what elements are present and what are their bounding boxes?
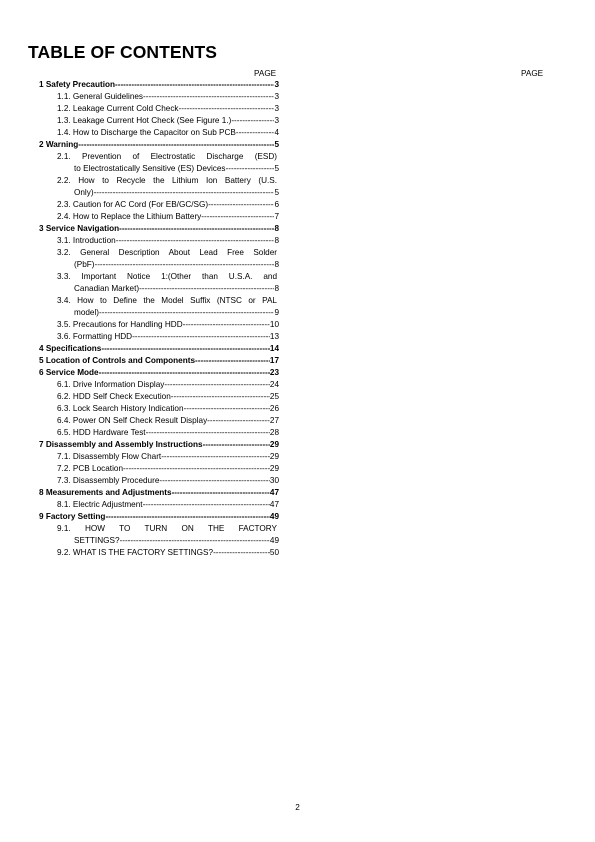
- toc-page-number: 5: [274, 164, 279, 173]
- toc-subsection-entry[interactable]: [39, 175, 279, 187]
- toc-entry-title: 6.3. Lock Search History Indication: [57, 404, 184, 413]
- toc-page-number: 5: [274, 140, 279, 149]
- toc-page-number: 28: [269, 428, 279, 437]
- toc-section-entry[interactable]: [39, 223, 279, 235]
- toc-dot-leader: [184, 403, 270, 415]
- toc-dot-leader: [195, 355, 270, 367]
- page-column-header: PAGE: [254, 69, 277, 78]
- toc-entry-continuation[interactable]: [39, 259, 279, 271]
- toc-page-number: 3: [274, 116, 279, 125]
- toc-entry-title: SETTINGS?: [74, 536, 120, 545]
- toc-subsection-entry[interactable]: [39, 331, 279, 343]
- toc-dot-leader: [94, 259, 274, 271]
- toc-subsection-entry[interactable]: [39, 199, 279, 211]
- toc-entry-continuation[interactable]: [39, 307, 279, 319]
- toc-section-entry[interactable]: [39, 511, 279, 523]
- toc-dot-leader: [231, 115, 274, 127]
- toc-entry-title: 1.3. Leakage Current Hot Check (See Figure 1.): [57, 116, 232, 125]
- page-number: 2: [295, 803, 300, 812]
- toc-dot-leader: [201, 211, 274, 223]
- toc-entry-title: 1 Safety Precaution: [39, 80, 115, 89]
- toc-entry-title: 8.1. Electric Adjustment: [57, 500, 143, 509]
- toc-dot-leader: [164, 379, 270, 391]
- toc-dot-leader: [183, 319, 270, 331]
- toc-section-entry[interactable]: [39, 355, 279, 367]
- toc-section-entry[interactable]: [39, 367, 279, 379]
- toc-entry-title: 3.3. Important Notice 1:(Other than U.S.A. and: [57, 272, 277, 281]
- toc-entry-title: to Electrostatically Sensitive (ES) Devices: [74, 164, 226, 173]
- toc-subsection-entry[interactable]: [39, 415, 279, 427]
- toc-page-number: 29: [269, 464, 279, 473]
- toc-page-number: 8: [274, 224, 279, 233]
- toc-subsection-entry[interactable]: [39, 91, 279, 103]
- page-column-header-right: PAGE: [521, 69, 544, 78]
- toc-entry-title: 9 Factory Setting: [39, 512, 106, 521]
- toc-page-number: 17: [269, 356, 279, 365]
- toc-entry-title: 7 Disassembly and Assembly Instructions: [39, 440, 203, 449]
- toc-page-number: 3: [274, 104, 279, 113]
- toc-entry-continuation[interactable]: [39, 535, 279, 547]
- toc-dot-leader: [132, 331, 270, 343]
- toc-page-number: 47: [269, 500, 279, 509]
- toc-entry-title: 3.2. General Description About Lead Free Solder: [57, 248, 277, 257]
- toc-page-number: 8: [274, 236, 279, 245]
- toc-entry-title: 4 Specifications: [39, 344, 102, 353]
- toc-entry-title: 1.4. How to Discharge the Capacitor on Sub PCB: [57, 128, 236, 137]
- toc-dot-leader: [123, 463, 270, 475]
- toc-subsection-entry[interactable]: [39, 379, 279, 391]
- toc-page-number: 23: [269, 368, 279, 377]
- toc-entry-title: 2.4. How to Replace the Lithium Battery: [57, 212, 202, 221]
- toc-entry-title: 1.2. Leakage Current Cold Check: [57, 104, 179, 113]
- toc-dot-leader: [78, 139, 274, 151]
- toc-subsection-entry[interactable]: [39, 547, 279, 559]
- toc-dot-leader: [119, 223, 274, 235]
- toc-page-number: 10: [269, 320, 279, 329]
- toc-entry-title: 2.2. How to Recycle the Lithium Ion Battery (U.S.: [57, 176, 277, 185]
- toc-page-number: 5: [274, 188, 279, 197]
- toc-entry-title: 6.4. Power ON Self Check Result Display: [57, 416, 208, 425]
- toc-subsection-entry[interactable]: [39, 451, 279, 463]
- toc-subsection-entry[interactable]: [39, 151, 279, 163]
- toc-subsection-entry[interactable]: [39, 463, 279, 475]
- toc-page-number: 30: [269, 476, 279, 485]
- toc-dot-leader: [236, 127, 275, 139]
- table-of-contents: [39, 79, 279, 559]
- toc-dot-leader: [146, 427, 270, 439]
- toc-page-number: 29: [269, 452, 279, 461]
- toc-dot-leader: [161, 451, 270, 463]
- toc-entry-title: Canadian Market): [74, 284, 140, 293]
- toc-subsection-entry[interactable]: [39, 391, 279, 403]
- toc-page-number: 8: [274, 260, 279, 269]
- toc-subsection-entry[interactable]: [39, 103, 279, 115]
- toc-page-number: 4: [274, 128, 279, 137]
- toc-subsection-entry[interactable]: [39, 115, 279, 127]
- toc-entry-continuation[interactable]: [39, 163, 279, 175]
- toc-page-number: 47: [269, 488, 279, 497]
- toc-page-number: 26: [269, 404, 279, 413]
- toc-entry-title: 6.5. HDD Hardware Test: [57, 428, 146, 437]
- toc-section-entry[interactable]: [39, 343, 279, 355]
- toc-subsection-entry[interactable]: [39, 475, 279, 487]
- toc-section-entry[interactable]: [39, 79, 279, 91]
- toc-page-number: 9: [274, 308, 279, 317]
- toc-page-number: 29: [269, 440, 279, 449]
- toc-page-number: 13: [269, 332, 279, 341]
- toc-dot-leader: [101, 343, 270, 355]
- toc-page-number: 6: [274, 200, 279, 209]
- toc-subsection-entry[interactable]: [39, 295, 279, 307]
- toc-dot-leader: [179, 103, 275, 115]
- toc-page-number: 3: [274, 80, 279, 89]
- toc-entry-title: Only): [74, 188, 94, 197]
- toc-entry-title: 7.1. Disassembly Flow Chart: [57, 452, 162, 461]
- toc-page-number: 49: [269, 512, 279, 521]
- toc-entry-title: model): [74, 308, 100, 317]
- toc-dot-leader: [105, 511, 269, 523]
- toc-dot-leader: [115, 79, 274, 91]
- toc-entry-title: 2.1. Prevention of Electrostatic Discharge (ESD): [57, 152, 277, 161]
- toc-subsection-entry[interactable]: [39, 523, 279, 535]
- toc-subsection-entry[interactable]: [39, 127, 279, 139]
- toc-dot-leader: [207, 415, 270, 427]
- toc-entry-title: 3.6. Formatting HDD: [57, 332, 133, 341]
- toc-subsection-entry[interactable]: [39, 403, 279, 415]
- toc-entry-continuation[interactable]: [39, 187, 279, 199]
- toc-dot-leader: [99, 307, 274, 319]
- toc-entry-title: 6 Service Mode: [39, 368, 99, 377]
- toc-subsection-entry[interactable]: [39, 271, 279, 283]
- toc-dot-leader: [120, 535, 270, 547]
- toc-dot-leader: [116, 235, 275, 247]
- toc-entry-continuation[interactable]: [39, 283, 279, 295]
- toc-dot-leader: [203, 439, 270, 451]
- toc-entry-title: 2 Warning: [39, 140, 79, 149]
- toc-entry-title: 3.4. How to Define the Model Suffix (NTSC or PAL: [57, 296, 277, 305]
- toc-entry-title: 2.3. Caution for AC Cord (For EB/GC/SG): [57, 200, 209, 209]
- toc-section-entry[interactable]: [39, 487, 279, 499]
- toc-subsection-entry[interactable]: [39, 235, 279, 247]
- toc-entry-title: 7.2. PCB Location: [57, 464, 123, 473]
- toc-entry-title: 3 Service Navigation: [39, 224, 120, 233]
- toc-dot-leader: [172, 487, 270, 499]
- toc-entry-title: 3.1. Introduction: [57, 236, 116, 245]
- toc-dot-leader: [143, 91, 274, 103]
- toc-entry-title: 5 Location of Controls and Components: [39, 356, 196, 365]
- toc-page-number: 25: [269, 392, 279, 401]
- toc-entry-title: 9.2. WHAT IS THE FACTORY SETTINGS?: [57, 548, 214, 557]
- toc-dot-leader: [99, 367, 270, 379]
- toc-page-number: 49: [269, 536, 279, 545]
- toc-dot-leader: [171, 391, 270, 403]
- toc-entry-title: 3.5. Precautions for Handling HDD: [57, 320, 183, 329]
- toc-page-number: 27: [269, 416, 279, 425]
- toc-dot-leader: [139, 283, 274, 295]
- toc-subsection-entry[interactable]: [39, 319, 279, 331]
- toc-dot-leader: [143, 499, 270, 511]
- toc-page-number: 24: [269, 380, 279, 389]
- toc-dot-leader: [159, 475, 270, 487]
- toc-entry-title: 8 Measurements and Adjustments: [39, 488, 172, 497]
- toc-section-entry[interactable]: [39, 439, 279, 451]
- toc-dot-leader: [94, 187, 275, 199]
- toc-subsection-entry[interactable]: [39, 427, 279, 439]
- toc-subsection-entry[interactable]: [39, 211, 279, 223]
- toc-page-number: 3: [274, 92, 279, 101]
- toc-subsection-entry[interactable]: [39, 499, 279, 511]
- toc-entry-title: 9.1. HOW TO TURN ON THE FACTORY: [57, 524, 277, 533]
- toc-dot-leader: [213, 547, 270, 559]
- toc-page-number: 50: [269, 548, 279, 557]
- toc-entry-title: 6.1. Drive Information Display: [57, 380, 165, 389]
- toc-dot-leader: [208, 199, 274, 211]
- toc-dot-leader: [226, 163, 275, 175]
- toc-entry-title: 6.2. HDD Self Check Execution: [57, 392, 171, 401]
- toc-section-entry[interactable]: [39, 139, 279, 151]
- toc-page-number: 14: [269, 344, 279, 353]
- toc-entry-title: 7.3. Disassembly Procedure: [57, 476, 160, 485]
- toc-entry-title: (PbF): [74, 260, 95, 269]
- toc-subsection-entry[interactable]: [39, 247, 279, 259]
- toc-entry-title: 1.1. General Guidelines: [57, 92, 144, 101]
- toc-page-number: 7: [274, 212, 279, 221]
- page-title: TABLE OF CONTENTS: [28, 42, 218, 62]
- toc-page-number: 8: [274, 284, 279, 293]
